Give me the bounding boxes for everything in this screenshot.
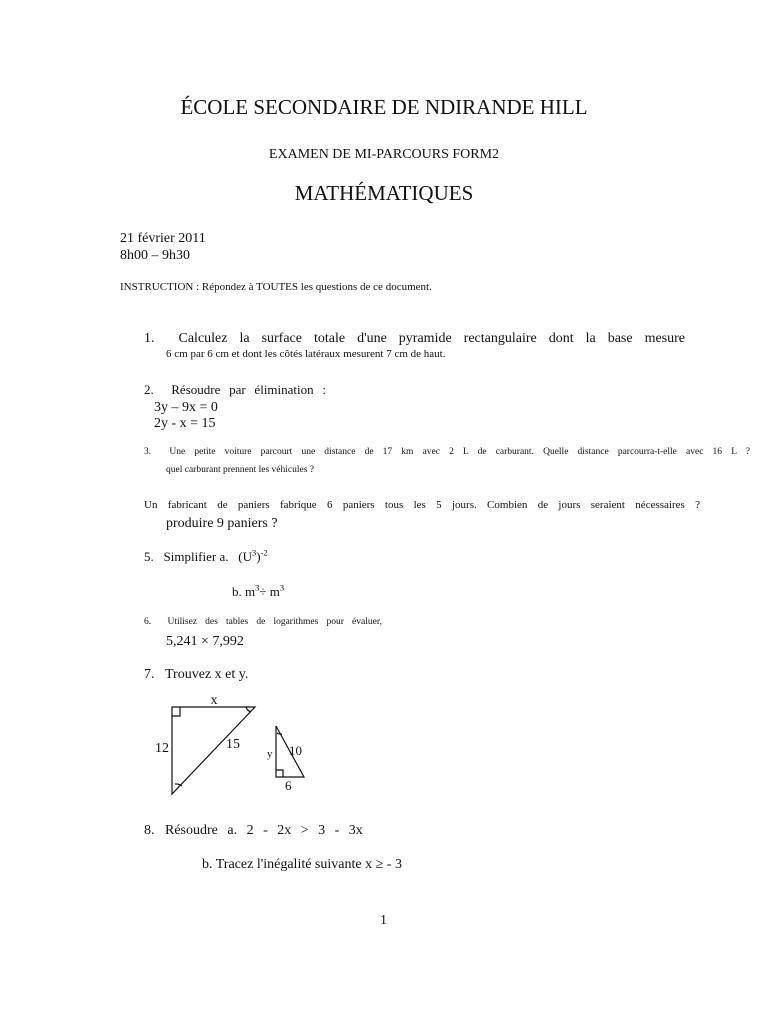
question-number: 3. bbox=[144, 447, 152, 457]
question-1-line2: 6 cm par 6 cm et dont les côtés latéraux mesurent 7 cm de haut. bbox=[166, 348, 446, 360]
subject-title: MATHÉMATIQUES bbox=[294, 181, 474, 205]
question-3-line1: Une petite voiture parcourt une distance de 17 km avec 2 L de carburant. Quelle distance parcourra-t-elle avec 16 L ? bbox=[169, 447, 751, 457]
expression-a: $(U^3)^{-2}$ bbox=[238, 547, 268, 564]
page-number: 1 bbox=[380, 913, 387, 928]
question-number: 1. bbox=[144, 331, 155, 346]
small-triangle-left-label: y bbox=[267, 748, 273, 760]
question-3-line2: quel carburant prennent les véhicules ? bbox=[166, 465, 314, 475]
question-6 bbox=[144, 617, 382, 627]
question-4-line2: produire 9 paniers ? bbox=[166, 516, 278, 531]
exam-date: 21 février 2011 bbox=[120, 231, 206, 246]
small-triangle-bottom-label: 6 bbox=[285, 778, 292, 793]
question-1 bbox=[144, 331, 685, 347]
equation-2: 2y - x = 15 bbox=[154, 416, 216, 431]
small-triangle-hyp-label: 10 bbox=[289, 743, 302, 758]
big-triangle-top-label: x bbox=[210, 693, 218, 708]
question-2-text: Résoudre par élimination : bbox=[171, 382, 327, 397]
question-2 bbox=[144, 382, 326, 398]
question-5 bbox=[144, 549, 268, 565]
question-number: 6. bbox=[144, 617, 152, 627]
big-triangle-hyp-label: 15 bbox=[226, 737, 240, 752]
question-7-text: Trouvez x et y. bbox=[165, 667, 249, 682]
exam-time: 8h00 – 9h30 bbox=[120, 248, 190, 263]
question-number: 8. bbox=[144, 823, 155, 838]
question-8-text: Résoudre a. 2 - 2x > 3 - 3x bbox=[165, 823, 363, 838]
question-4-line1: Un fabricant de paniers fabrique 6 paniers tous les 5 jours. Combien de jours seraient nécessaires ? bbox=[144, 499, 700, 511]
log-expression: 5,241 × 7,992 bbox=[166, 634, 244, 649]
question-number: 2. bbox=[144, 382, 154, 397]
question-number: 5. bbox=[144, 549, 154, 564]
school-name: ÉCOLE SECONDAIRE DE NDIRANDE HILL bbox=[180, 95, 588, 119]
instruction: INSTRUCTION : Répondez à TOUTES les questions de ce document. bbox=[120, 281, 432, 293]
exam-title: EXAMEN DE MI-PARCOURS FORM2 bbox=[268, 147, 500, 162]
triangles-figure bbox=[150, 690, 320, 800]
equation-1: 3y – 9x = 0 bbox=[154, 400, 218, 415]
big-triangle-left-label: 12 bbox=[155, 741, 169, 756]
question-5-text: Simplifier a. bbox=[163, 549, 229, 564]
question-6-text: Utilisez des tables de logarithmes pour évaluer, bbox=[167, 617, 382, 627]
question-7 bbox=[144, 667, 248, 683]
question-8-part-b: b. Tracez l'inégalité suivante x ≥ - 3 bbox=[202, 857, 402, 872]
expression-b: b. $m^3\div m^3$ bbox=[232, 582, 285, 599]
question-3 bbox=[144, 447, 750, 457]
question-1-line1: Calculez la surface totale d'une pyramide rectangulaire dont la base mesure bbox=[178, 331, 685, 346]
big-triangle bbox=[172, 707, 255, 794]
question-8 bbox=[144, 823, 363, 839]
question-number: 7. bbox=[144, 667, 155, 682]
